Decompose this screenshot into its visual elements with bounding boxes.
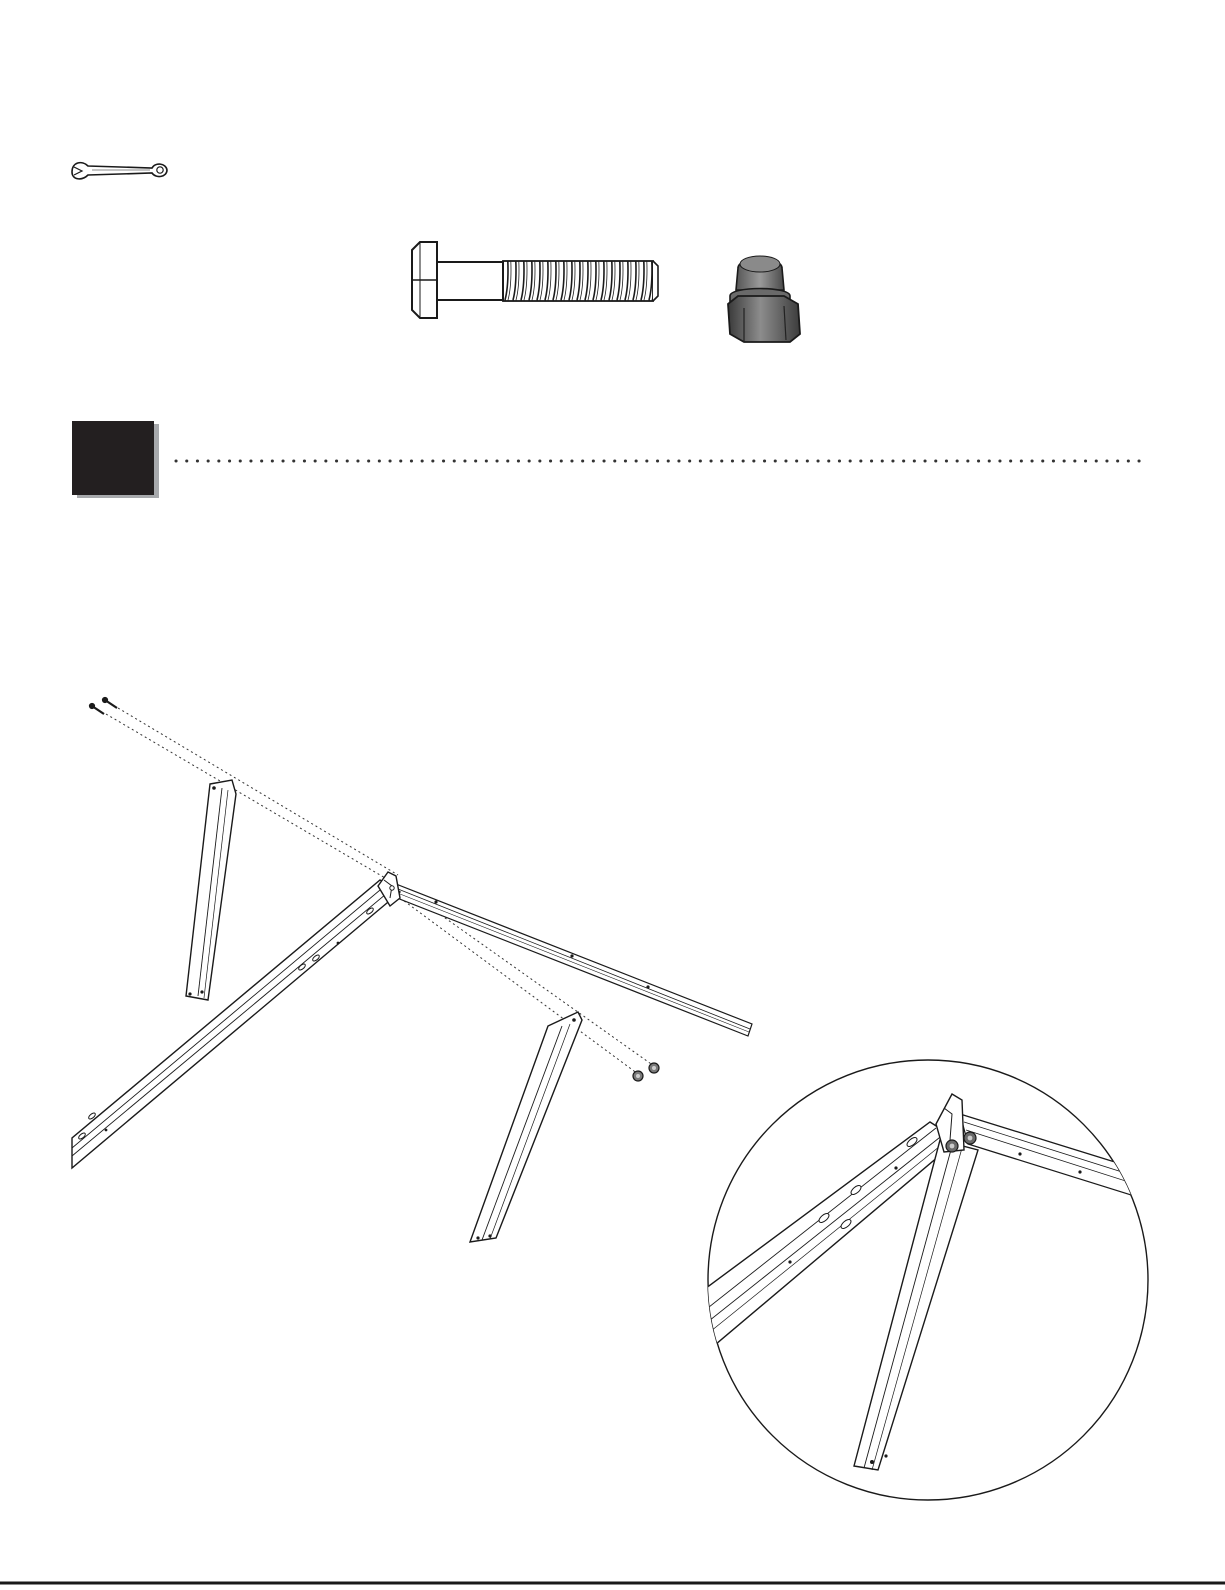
upper-rail xyxy=(392,884,752,1036)
combination-wrench-icon xyxy=(72,163,167,179)
exploded-assembly xyxy=(72,697,752,1242)
small-bolt-icon xyxy=(89,697,117,714)
left-brace xyxy=(186,780,236,1000)
right-brace xyxy=(470,1012,582,1242)
acorn-nut-icon xyxy=(728,256,800,342)
hex-bolt-icon xyxy=(412,242,658,318)
step-number-box xyxy=(72,421,154,495)
step-header xyxy=(72,421,1140,498)
small-nut-icon xyxy=(633,1063,659,1081)
main-rail xyxy=(72,880,400,1168)
detail-magnifier-circle xyxy=(690,1060,1160,1500)
